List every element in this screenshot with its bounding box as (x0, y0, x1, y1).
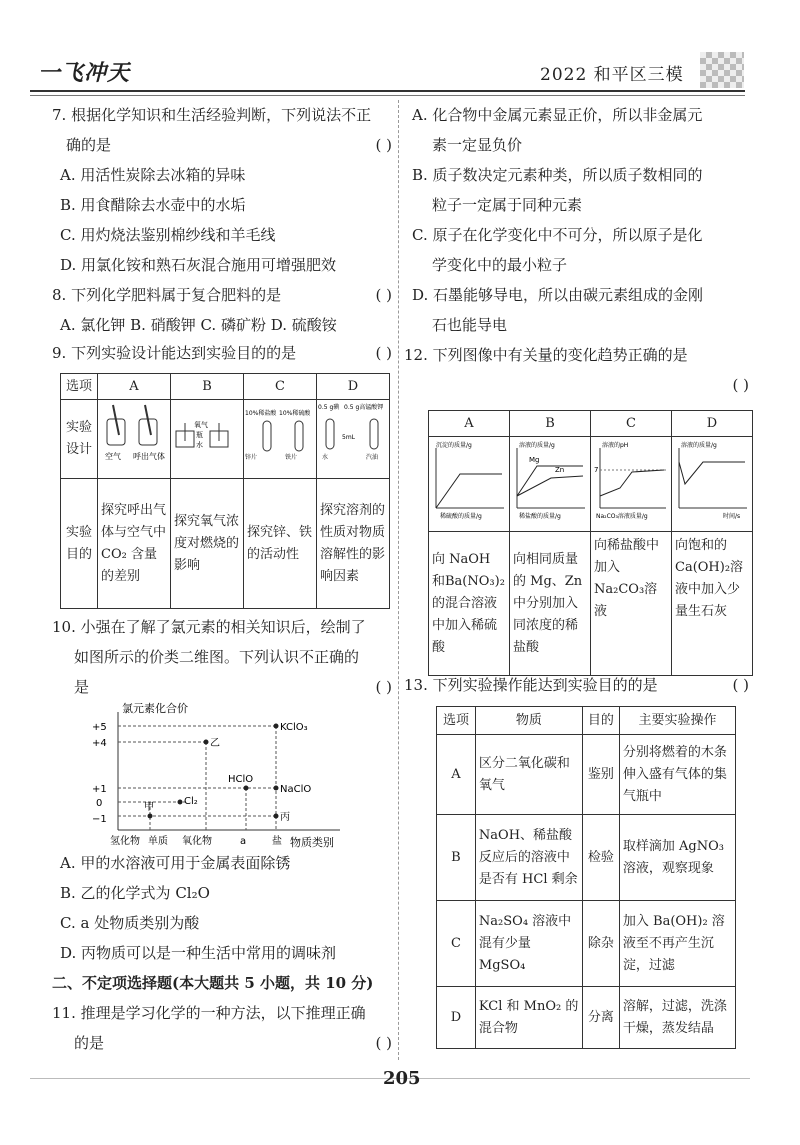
ytick-plus4: +4 (92, 738, 107, 749)
q13-head-aim: 目的 (582, 707, 619, 735)
question-8 (52, 280, 392, 340)
q12-head-c: C (591, 411, 672, 437)
q11-options (412, 100, 752, 340)
q11-option-a-line2: 素一定显负价 (432, 136, 523, 154)
q10-stem-line3: 是 (74, 678, 90, 696)
q7-option-c: C. 用灼烧法鉴别棉纱线和羊毛线 (60, 226, 276, 244)
graph-b-xlabel: 稀盐酸的质量/g (519, 513, 561, 520)
q13-row-b-substance: NaOH、稀盐酸反应后的溶液中是否有 HCl 剩余 (475, 815, 582, 901)
label-water: 水 (196, 441, 203, 449)
q10-options (60, 848, 400, 968)
point-kclo3: KClO₃ (280, 722, 308, 733)
q11-option-c-line1: C. 原子在化学变化中不可分，所以原子是化 (412, 226, 703, 244)
q13-head-operation: 主要实验操作 (619, 707, 735, 735)
q13-row-a-substance: 区分二氧化碳和氧气 (475, 735, 582, 815)
graph-a-xlabel: 稀硫酸的质量/g (440, 513, 482, 520)
ytick-plus5: +5 (92, 722, 107, 733)
q9-table (60, 373, 390, 609)
q9-head-d: D (317, 374, 390, 400)
q12-desc-b: 向相同质量的 Mg、Zn中分别加入同浓度的稀盐酸 (510, 532, 591, 676)
q10-option-b: B. 乙的化学式为 Cl₂O (60, 884, 210, 902)
q7-option-a: A. 用活性炭除去冰箱的异味 (60, 166, 246, 184)
question-10 (52, 612, 392, 702)
q13-head-option: 选项 (437, 707, 476, 735)
q13-answer-paren: ( ) (732, 676, 749, 694)
q11-option-d-line2: 石也能导电 (432, 316, 508, 334)
label-zinc: 锌片 (245, 454, 258, 461)
graph-c-ylabel: 溶液的pH (602, 442, 629, 449)
q9-head-b: B (171, 374, 244, 400)
xcat-oxide: 氧化物 (182, 836, 212, 847)
label-iodine: 0.5 g碘 (318, 404, 340, 411)
q9-design-c (244, 400, 317, 479)
q9-head-option: 选项 (61, 374, 98, 400)
header-rule-thin (30, 95, 745, 96)
graph-a (430, 438, 508, 522)
point-bing: 丙 (280, 812, 290, 823)
q12-head-b: B (510, 411, 591, 437)
q8-options: A. 氯化钾 B. 硝酸钾 C. 磷矿粉 D. 硫酸铵 (60, 316, 337, 334)
q9-stem: 9. 下列实验设计能达到实验目的的是 (52, 344, 297, 362)
q13-row-c-option: C (437, 901, 476, 987)
candle-jar-illustration (172, 401, 242, 469)
q13-stem: 13. 下列实验操作能达到实验目的的是 (404, 676, 658, 694)
q9-purpose-c: 探究锌、铁的活动性 (244, 479, 317, 609)
graph-c-tick7: 7 (594, 466, 599, 474)
q7-option-b: B. 用食醋除去水壶中的水垢 (60, 196, 246, 214)
label-5ml: 5mL (342, 434, 356, 441)
q11-answer-paren: ( ) (375, 1034, 392, 1052)
header-rule (30, 90, 745, 92)
q13-row-d-substance: KCl 和 MnO₂ 的混合物 (475, 987, 582, 1049)
q11-option-b-line2: 粒子一定属于同种元素 (432, 196, 583, 214)
xcat-element: 单质 (148, 836, 168, 847)
graph-c (592, 438, 670, 522)
q13-row-a-aim: 鉴别 (582, 735, 619, 815)
ytick-minus1: −1 (92, 814, 107, 825)
exam-title: 2022 和平区三模 (540, 65, 684, 85)
checker-decoration (700, 52, 744, 88)
question-7 (52, 100, 392, 280)
q11-option-a-line1: A. 化合物中金属元素显正价，所以非金属元 (412, 106, 703, 124)
q7-stem-line2: 确的是 (66, 136, 112, 154)
q12-stem: 12. 下列图像中有关量的变化趋势正确的是 (404, 346, 688, 364)
q9-row-design-label: 实验设计 (61, 400, 98, 479)
label-oxygen: 氧气 (194, 421, 208, 429)
q11-option-b-line1: B. 质子数决定元素种类，所以质子数相同的 (412, 166, 703, 184)
q12-graph-b (510, 437, 591, 532)
question-11 (52, 998, 392, 1058)
label-iron: 铁片 (285, 454, 298, 461)
q13-row-c-substance: Na₂SO₄ 溶液中混有少量 MgSO₄ (475, 901, 582, 987)
q13-row-b-operation: 取样滴加 AgNO₃溶液，观察现象 (619, 815, 735, 901)
q9-design-b (171, 400, 244, 479)
question-12 (404, 340, 749, 400)
q9-purpose-b: 探究氧气浓度对燃烧的影响 (171, 479, 244, 609)
q12-table (428, 410, 753, 676)
label-water-d: 水 (322, 454, 329, 461)
point-jia: 甲 (144, 802, 154, 813)
section-2-heading: 二、不定项选择题(本大题共 5 小题，共 10 分) (52, 974, 374, 992)
q12-answer-paren: ( ) (732, 376, 749, 394)
graph-b (511, 438, 589, 522)
graph-a-ylabel: 沉淀的质量/g (436, 442, 472, 449)
solubility-tubes-illustration (318, 401, 388, 469)
label-bottle: 瓶 (196, 431, 203, 439)
point-hclo: HClO (228, 774, 254, 785)
graph-d (673, 438, 751, 522)
graph-b-ylabel: 溶液的质量/g (519, 442, 555, 449)
q9-head-a: A (98, 374, 171, 400)
q13-row-a-operation: 分别将燃着的木条伸入盛有气体的集气瓶中 (619, 735, 735, 815)
q11-stem-line1: 11. 推理是学习化学的一种方法，以下推理正确 (52, 1004, 366, 1022)
q12-graph-a (429, 437, 510, 532)
q9-design-a (98, 400, 171, 479)
q9-row-purpose-label: 实验目的 (61, 479, 98, 609)
q7-answer-paren: ( ) (375, 136, 392, 154)
q9-design-d (317, 400, 390, 479)
ytick-plus1: +1 (92, 784, 107, 795)
q12-graph-c (591, 437, 672, 532)
graph-d-xlabel: 时间/s (723, 513, 741, 520)
point-yi: 乙 (210, 738, 220, 749)
label-exhaled-gas: 呼出气体 (133, 452, 165, 461)
q12-head-a: A (429, 411, 510, 437)
q10-option-c: C. a 处物质类别为酸 (60, 914, 200, 932)
q13-table (436, 706, 736, 1049)
q9-head-c: C (244, 374, 317, 400)
label-dilute-hcl: 10%稀盐酸 (245, 410, 277, 417)
valence-class-chart (80, 700, 380, 850)
q10-stem-line1: 10. 小强在了解了氯元素的相关知识后，绘制了 (52, 618, 366, 636)
chart-ylabel: 氯元素化合价 (122, 702, 188, 715)
q10-answer-paren: ( ) (375, 678, 392, 696)
question-13 (404, 670, 749, 700)
q13-row-b-aim: 检验 (582, 815, 619, 901)
q7-stem-line1: 7. 根据化学知识和生活经验判断，下列说法不正 (52, 106, 372, 124)
q12-head-d: D (672, 411, 753, 437)
q10-stem-line2: 如图所示的价类二维图。下列认识不正确的 (74, 648, 360, 666)
q11-option-d-line1: D. 石墨能够导电，所以由碳元素组成的金刚 (412, 286, 704, 304)
label-dilute-h2so4: 10%稀硫酸 (279, 410, 311, 417)
test-tubes-illustration (245, 401, 315, 469)
q12-desc-d: 向饱和的Ca(OH)₂溶液中加入少量生石灰 (672, 532, 753, 676)
q9-purpose-a: 探究呼出气体与空气中CO₂ 含量的差别 (98, 479, 171, 609)
page-number: 205 (383, 1068, 421, 1089)
q8-stem: 8. 下列化学肥料属于复合肥料的是 (52, 286, 282, 304)
q13-row-d-operation: 溶解，过滤，洗涤干燥，蒸发结晶 (619, 987, 735, 1049)
q10-option-d: D. 丙物质可以是一种生活中常用的调味剂 (60, 944, 337, 962)
xcat-salt: 盐 (272, 836, 282, 847)
q13-row-a-option: A (437, 735, 476, 815)
q10-option-a: A. 甲的水溶液可用于金属表面除锈 (60, 854, 291, 872)
q7-option-d: D. 用氯化铵和熟石灰混合施用可增强肥效 (60, 256, 337, 274)
chart-xlabel: 物质类别 (290, 836, 334, 849)
graph-b-mg: Mg (529, 456, 540, 464)
q11-option-c-line2: 学变化中的最小粒子 (432, 256, 568, 274)
q11-stem-line2: 的是 (74, 1034, 105, 1052)
q13-row-c-aim: 除杂 (582, 901, 619, 987)
xcat-a: a (240, 836, 247, 847)
q13-row-b-option: B (437, 815, 476, 901)
q13-row-c-operation: 加入 Ba(OH)₂ 溶液至不再产生沉淀，过滤 (619, 901, 735, 987)
point-naclo: NaClO (280, 784, 312, 795)
question-9 (52, 338, 392, 368)
xcat-hydride: 氢化物 (110, 836, 140, 847)
q9-answer-paren: ( ) (375, 344, 392, 362)
graph-b-zn: Zn (555, 466, 565, 474)
label-air: 空气 (105, 452, 121, 461)
q12-desc-a: 向 NaOH 和Ba(NO₃)₂的混合溶液中加入稀硫酸 (429, 532, 510, 676)
label-kmno4: 0.5 g高锰酸钾 (344, 404, 384, 411)
ytick-0: 0 (96, 798, 103, 809)
point-cl2: Cl₂ (184, 796, 198, 807)
q8-answer-paren: ( ) (375, 286, 392, 304)
q12-graph-d (672, 437, 753, 532)
label-gasoline: 汽油 (366, 454, 379, 461)
q13-head-substance: 物质 (475, 707, 582, 735)
q12-desc-c: 向稀盐酸中加入 Na₂CO₃溶液 (591, 532, 672, 676)
q9-purpose-d: 探究溶剂的性质对物质溶解性的影响因素 (317, 479, 390, 609)
bottles-illustration (99, 401, 169, 469)
graph-d-ylabel: 溶液的质量/g (681, 442, 717, 449)
q13-row-d-aim: 分离 (582, 987, 619, 1049)
q13-row-d-option: D (437, 987, 476, 1049)
graph-c-xlabel: Na₂CO₃溶液质量/g (596, 513, 648, 520)
brand-logo: 一飞冲天 (38, 61, 131, 86)
